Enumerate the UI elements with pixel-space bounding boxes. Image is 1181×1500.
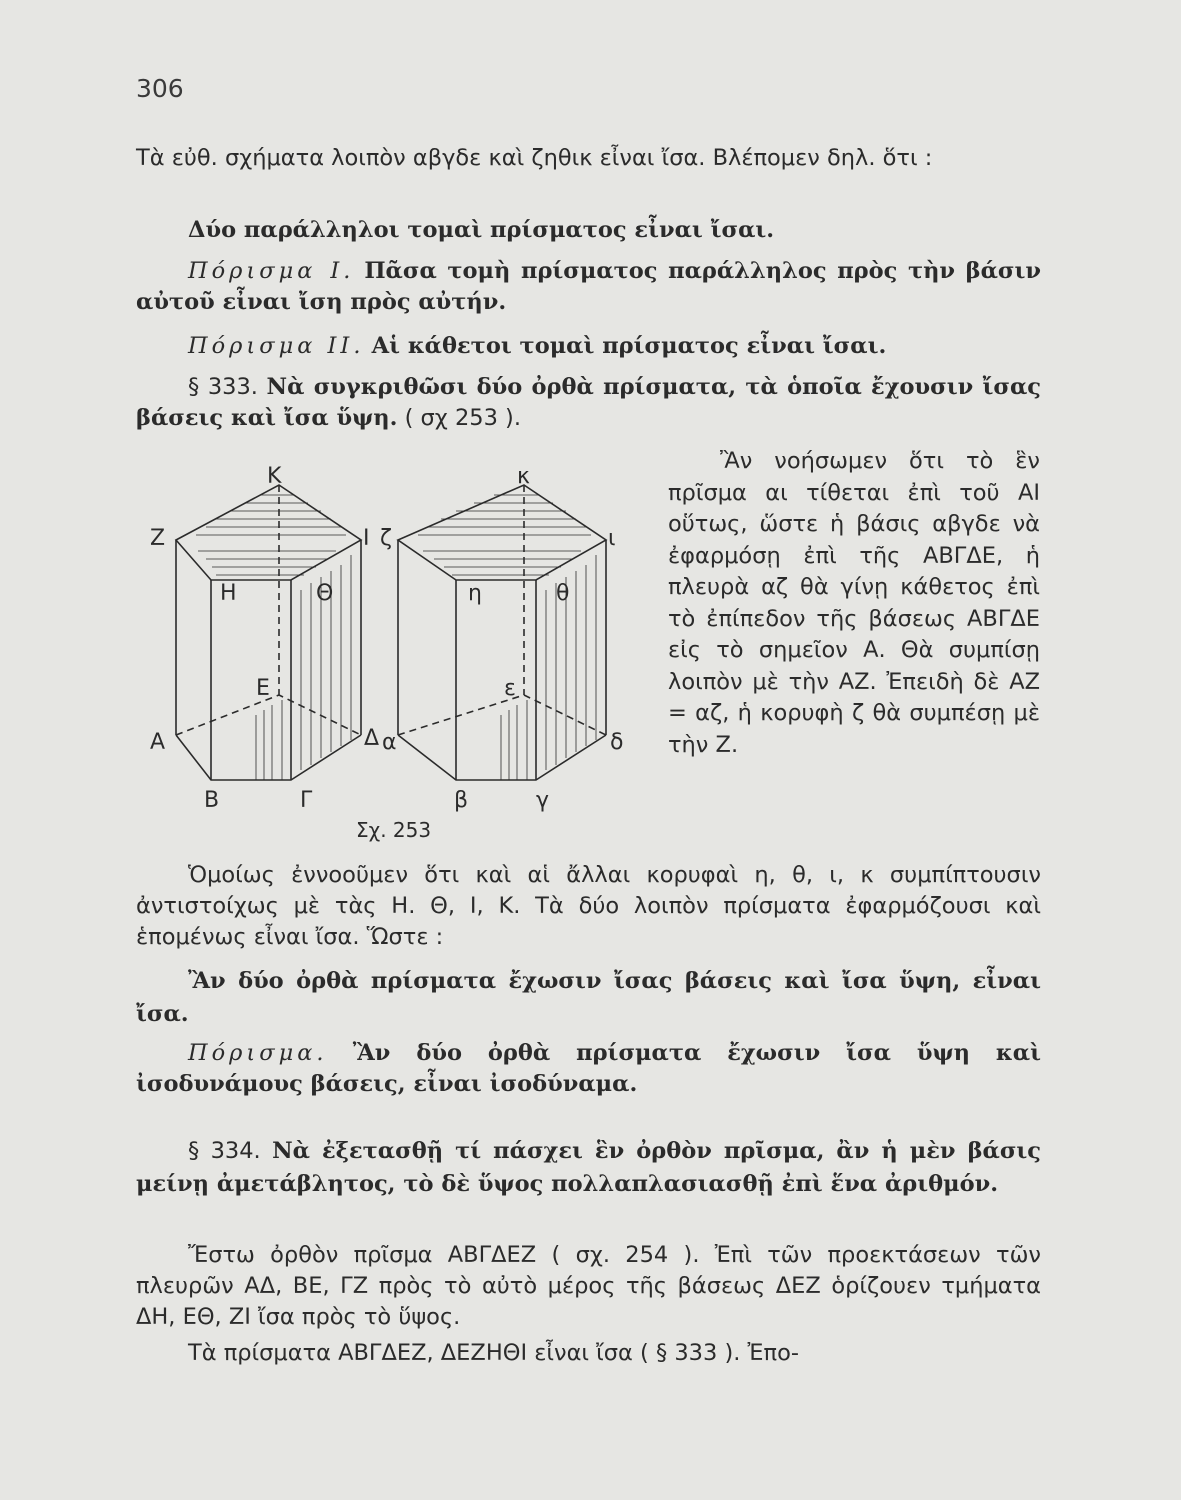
label-gamma: γ [536,788,550,813]
figure-253 [136,465,656,845]
label-B: Β [204,788,220,813]
paragraph-intro [136,143,1041,174]
paragraph-esto: Ἔστω ὀρθὸν πρῖσμα ΑΒΓΔΕΖ ( σχ. 254 ). Ἐπὶ τῶν προεκτάσεων τῶν πλευρῶν ΑΔ, ΒΕ, ΓΖ πρὸς τὸ αὐτὸ μέρος τῆς βάσεως ΔΕΖ ὁρίζουεν τμήματα ΔΗ, ΕΘ, ΖΙ ἴσα πρὸς τὸ ὕψος. [136,1242,1041,1330]
right-prism [398,485,606,780]
label-alpha: α [382,730,397,755]
label-Theta: Θ [316,581,334,606]
label-I: Ι [363,526,370,551]
label-eta: η [468,581,482,606]
section-333-number: § 333. [188,374,258,400]
section-333-text: Νὰ συγκριθῶσι δύο ὀρθὰ πρίσματα, τὰ ὁποῖα ἔχουσιν ἴσας βάσεις καὶ ἴσα ὕψη. [136,374,1042,431]
theorem-parallel-sections: Δύο παράλληλοι τομαὶ πρίσματος εἶναι ἴσαι. [188,217,775,243]
section-333 [136,372,1041,434]
corollary-1-text: Πᾶσα τομὴ πρίσματος παράλληλος πρὸς τὴν βάσιν αὐτοῦ εἶναι ἴση πρὸς αὐτήν. [136,258,1042,315]
corollary-1 [136,256,1041,318]
right-column-text: Ἂν νοήσωμεν ὅτι τὸ ἓν πρῖσμα αι τίθεται ἐπὶ τοῦ ΑΙ οὕτως, ὥστε ἡ βάσις αβγδε νὰ ἐφαρμόσῃ ἐπὶ τῆς ΑΒΓΔΕ, ἡ πλευρὰ αζ θὰ γίνῃ κάθετος ἐπὶ τὸ ἐπίπεδον τῆς βάσεως ΑΒΓΔΕ εἰς τὸ σημεῖον Α. Θὰ συμπίσῃ λοιπὸν μὲ τὴν ΑΖ. Ἐπειδὴ δὲ ΑΖ = αζ, ἡ κορυφὴ ζ θὰ συμπέσῃ μὲ τὴν Ζ. [668,448,1040,758]
label-Delta: Δ [364,726,380,751]
label-beta: β [454,788,469,813]
label-epsilon: ε [504,676,516,701]
section-333-ref: ( σχ 253 ). [404,405,521,431]
section-334-number: § 334. [188,1138,261,1164]
label-zeta: ζ [380,526,392,551]
label-kappa: κ [517,465,530,489]
figure-caption: Σχ. 253 [356,818,432,842]
section-334-text: Νὰ ἐξετασθῇ τί πάσχει ἓν ὀρθὸν πρῖσμα, ἂν ἡ μὲν βάσις μείνῃ ἀμετάβλητος, τὸ δὲ ὕψος πολλαπλασιασθῇ ἐπὶ ἕνα ἀριθμόν. [136,1138,1041,1197]
label-Gamma: Γ [300,788,313,813]
figure-253-drawing [136,465,656,845]
corollary-3-label: Πόρισμα. [188,1040,328,1066]
label-K: Κ [267,465,282,489]
left-prism [176,485,361,780]
label-A: Α [150,730,166,755]
corollary-2-label: Πόρισμα ΙΙ. [188,333,365,359]
left-prism-labels [150,465,379,813]
theorem-equal-prisms: Ἂν δύο ὀρθὰ πρίσματα ἔχωσιν ἴσας βάσεις καὶ ἴσα ὕψη, εἶναι ἴσα. [136,968,1041,1027]
paragraph-similarly: Ὁμοίως ἐννοοῦμεν ὅτι καὶ αἱ ἄλλαι κορυφαὶ η, θ, ι, κ συμπίπτουσιν ἀντιστοίχως μὲ τὰς Η. Θ, Ι, Κ. Τὰ δύο λοιπὸν πρίσματα ἐφαρμόζουσι καὶ ἑπομένως εἶναι ἴσα. Ὥστε : [136,862,1041,950]
label-delta: δ [610,730,624,755]
label-H: Η [220,581,237,606]
label-theta: θ [556,581,570,606]
intro-text: Τὰ εὐθ. σχήματα λοιπὸν αβγδε καὶ ζηθικ εἶναι ἴσα. Βλέπομεν δηλ. ὅτι : [136,145,933,171]
label-Z: Ζ [150,526,166,551]
corollary-2-text: Αἱ κάθετοι τομαὶ πρίσματος εἶναι ἴσαι. [371,333,887,359]
corollary-2 [136,331,1041,362]
corollary-1-label: Πόρισμα Ι. [188,258,355,284]
label-E: Ε [256,676,270,701]
corollary-3-text: Ἂν δύο ὀρθὰ πρίσματα ἔχωσιν ἴσα ὕψη καὶ ἰσοδυνάμους βάσεις, εἶναι ἰσοδύναμα. [136,1040,1041,1097]
label-iota: ι [608,526,616,551]
section-334 [136,1135,1041,1201]
paragraph-last: Τὰ πρίσματα ΑΒΓΔΕΖ, ΔΕΖΗΘΙ εἶναι ἴσα ( § 333 ). Ἐπο- [188,1340,799,1366]
corollary-3 [136,1038,1041,1100]
page-number: 306 [136,74,184,103]
right-prism-labels [380,465,623,813]
